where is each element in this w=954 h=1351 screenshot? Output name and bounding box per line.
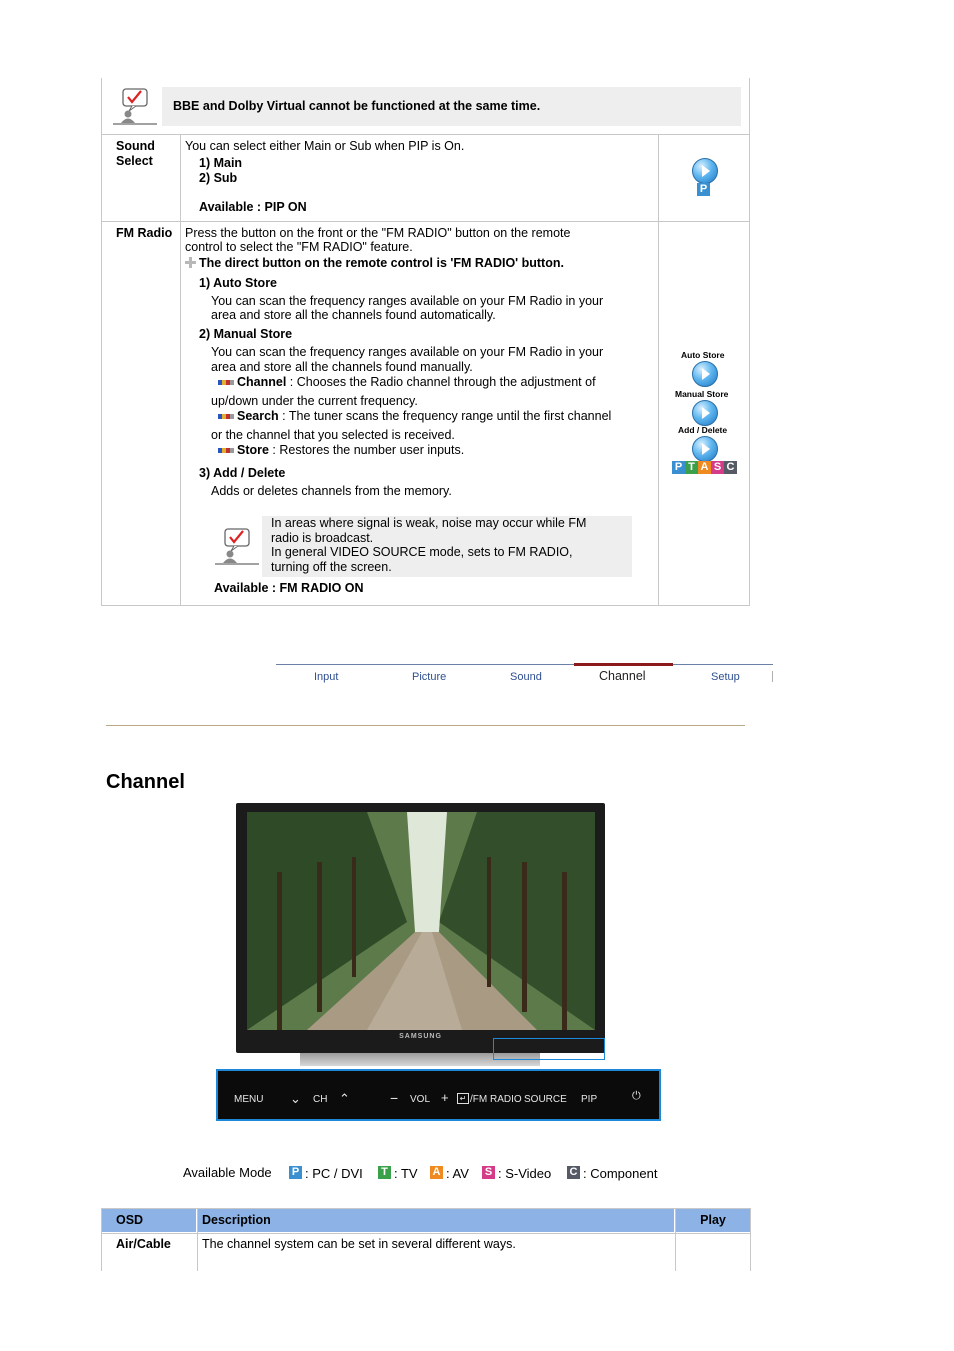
sound-select-label: Sound [116, 139, 155, 153]
brand-logo: SAMSUNG [399, 1033, 442, 1040]
fm-intro-1: Press the button on the front or the "FM RADIO" button on the remote [185, 226, 571, 240]
table-row-osd: Air/Cable [116, 1237, 171, 1251]
sound-select-intro: You can select either Main or Sub when PIP is On. [185, 139, 465, 153]
sound-select-label-2: Select [116, 154, 153, 168]
nav-divider [772, 671, 773, 682]
table-col-2 [675, 1208, 676, 1271]
monitor-screen [247, 812, 595, 1030]
channel-item-cont: up/down under the current frequency. [211, 394, 418, 408]
auto-store-title: 1) Auto Store [199, 276, 278, 290]
monitor-illustration [236, 803, 605, 1053]
manual-store-desc-1: You can scan the frequency ranges available on your FM Radio in your [211, 345, 604, 359]
mode-av: : AV [446, 1166, 469, 1181]
tab-channel[interactable]: Channel [599, 669, 646, 683]
side-auto-store-label: Auto Store [681, 350, 725, 360]
mode-badge-a: A [698, 461, 711, 474]
mode-s-video: : S-Video [498, 1166, 552, 1181]
nav-top-line [276, 664, 773, 665]
mode-badge-p: P [672, 461, 685, 474]
nav-active-indicator [574, 663, 673, 666]
vol-label: VOL [410, 1094, 431, 1105]
source-button[interactable]: SOURCE [524, 1094, 567, 1105]
mode-component: : Component [583, 1166, 658, 1181]
fm-radio-label: FM Radio [116, 226, 173, 240]
add-delete-play-icon[interactable] [692, 436, 718, 462]
header-play: Play [676, 1209, 750, 1232]
sound-option-main: 1) Main [199, 156, 243, 170]
fm-note-2: radio is broadcast. [271, 531, 374, 545]
play-icon[interactable] [692, 158, 718, 184]
sound-option-sub: 2) Sub [199, 171, 238, 185]
enter-icon[interactable]: ↵ [457, 1093, 469, 1104]
menu-button[interactable]: MENU [234, 1094, 264, 1105]
channel-item: Channel : Chooses the Radio channel through the adjustment of [218, 375, 596, 390]
fm-note-1: In areas where signal is weak, noise may occur while FM [271, 516, 587, 530]
tab-input[interactable]: Input [314, 671, 339, 683]
ch-down-icon[interactable]: ⌄ [290, 1091, 301, 1106]
vol-up-icon[interactable]: + [441, 1090, 449, 1105]
table-col-1 [197, 1208, 198, 1271]
side-add-delete-label: Add / Delete [678, 425, 728, 435]
bullet-icon [218, 448, 234, 453]
mode-tv: : TV [394, 1166, 418, 1181]
table-row-line [101, 1233, 751, 1234]
mode-badge-p: P [697, 183, 710, 196]
add-delete-desc: Adds or deletes channels from the memory. [211, 484, 452, 498]
header-osd: OSD [102, 1209, 196, 1232]
search-item-cont: or the channel that you selected is received. [211, 428, 455, 442]
memo-icon [112, 87, 158, 125]
note-text: BBE and Dolby Virtual cannot be functioned at the same time. [173, 99, 541, 113]
available-mode-label: Available Mode [183, 1165, 272, 1180]
fm-note-4: turning off the screen. [271, 560, 392, 574]
tab-sound[interactable]: Sound [510, 671, 542, 683]
vol-down-icon[interactable]: − [390, 1090, 399, 1106]
manual-store-desc-2: area and store all the channels found manually. [211, 360, 473, 374]
table-row-description: The channel system can be set in several different ways. [202, 1237, 516, 1251]
bullet-icon [218, 380, 234, 385]
table-border-top [101, 1208, 751, 1209]
bullet-icon [218, 414, 234, 419]
fm-intro-2: control to select the "FM RADIO" feature. [185, 240, 413, 254]
pip-button[interactable]: PIP [581, 1094, 598, 1105]
sound-select-available: Available : PIP ON [199, 200, 307, 214]
page-title: Channel [106, 771, 185, 793]
tab-picture[interactable]: Picture [412, 671, 447, 683]
mode-pc-dvi: : PC / DVI [305, 1166, 363, 1181]
mode-badge-c: C [567, 1166, 580, 1179]
auto-store-desc-2: area and store all the channels found automatically. [211, 308, 496, 322]
ch-up-icon[interactable]: ⌃ [339, 1091, 350, 1106]
memo-icon [214, 527, 260, 565]
table-border-left [101, 1208, 102, 1271]
plus-icon [185, 257, 196, 268]
header-description: Description [198, 1209, 674, 1232]
tab-setup[interactable]: Setup [711, 671, 740, 683]
manual-store-play-icon[interactable] [692, 400, 718, 426]
power-icon[interactable]: ⏻ [632, 1090, 641, 1102]
search-item: Search : The tuner scans the frequency range until the first channel [218, 409, 611, 424]
table-border-right [750, 1208, 751, 1271]
mode-badge-a: A [430, 1166, 443, 1179]
ch-label: CH [313, 1094, 328, 1105]
fm-note-3: In general VIDEO SOURCE mode, sets to FM RADIO, [271, 545, 573, 559]
mode-badge-t: T [685, 461, 698, 474]
fm-radio-button[interactable]: /FM RADIO [470, 1094, 522, 1105]
control-panel [216, 1069, 661, 1121]
mode-badge-c: C [724, 461, 737, 474]
side-manual-store-label: Manual Store [675, 389, 729, 399]
auto-store-play-icon[interactable] [692, 361, 718, 387]
control-highlight-box [493, 1038, 605, 1060]
mode-badge-s: S [711, 461, 724, 474]
auto-store-desc-1: You can scan the frequency ranges available on your FM Radio in your [211, 294, 604, 308]
manual-store-title: 2) Manual Store [199, 327, 293, 341]
fm-available: Available : FM RADIO ON [214, 581, 364, 595]
add-delete-title: 3) Add / Delete [199, 466, 286, 480]
fm-direct-note: The direct button on the remote control is 'FM RADIO' button. [185, 256, 564, 271]
mode-badge-s: S [482, 1166, 495, 1179]
mode-badge-t: T [378, 1166, 391, 1179]
store-item: Store : Restores the number user inputs. [218, 443, 464, 458]
mode-badge-p: P [289, 1166, 302, 1179]
section-divider [106, 725, 745, 726]
